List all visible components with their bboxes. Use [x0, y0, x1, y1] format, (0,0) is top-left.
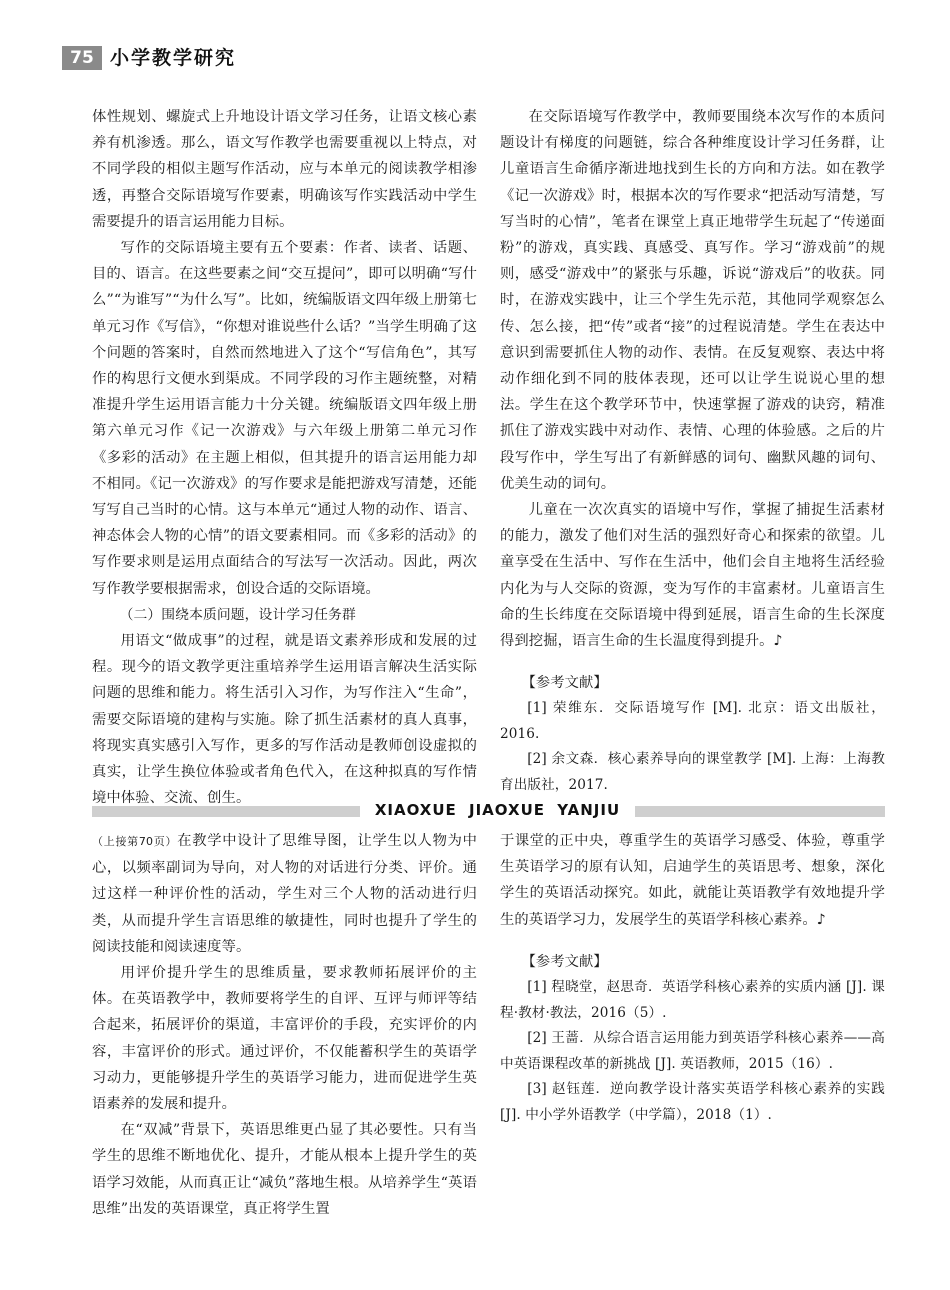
section-divider	[92, 803, 885, 819]
spacer	[500, 933, 885, 949]
spacer	[500, 654, 885, 670]
references-heading: 【参考文献】	[521, 953, 608, 970]
reference-item: [1] 荣维东．交际语境写作 [M]. 北京：语文出版社，2016.	[500, 700, 885, 742]
top-left-column	[92, 104, 477, 811]
paragraph	[92, 828, 477, 960]
section-subheading: （二）围绕本质问题，设计学习任务群	[119, 606, 356, 623]
page-number: 75	[62, 46, 102, 70]
music-note-icon: ♪	[816, 911, 826, 928]
bottom-left-column	[92, 828, 477, 1222]
reference-item: [1] 程晓堂，赵思奇．英语学科核心素养的实质内涵 [J]. 课程·教材·教法，2016（5）.	[500, 979, 885, 1021]
reference-item: [2] 余文森．核心素养导向的课堂教学 [M]. 上海：上海教育出版社，2017.	[500, 751, 885, 793]
divider-bar-right	[635, 806, 885, 817]
paragraph: 用评价提升学生的思维质量，要求教师拓展评价的主体。在英语教学中，教师要将学生的自评、互评与师评等结合起来，拓展评价的渠道，丰富评价的手段，充实评价的内容，丰富评价的形式。通过评价，不仅能蓄积学生的英语学习动力，更能够提升学生的英语学习能力，进而促进学生英语素养的发展和提升。	[92, 965, 477, 1113]
paragraph	[500, 828, 885, 933]
divider-label: XIAOXUE JIAOXUE YANJIU	[374, 801, 621, 819]
reference-item: [2] 王蔷．从综合语言运用能力到英语学科核心素养——高中英语课程改革的新挑战 [J]. 英语教师，2015（16）.	[500, 1030, 885, 1072]
paragraph: 用语文“做成事”的过程，就是语文素养形成和发展的过程。现今的语文教学更注重培养学生运用语言解决生活实际问题的思维和能力。将生活引入习作，为写作注入“生命”，需要交际语境的建构与实施。除了抓生活素材的真人真事，将现实真实感引入写作，更多的写作活动是教师创设虚拟的真实，让学生换位体验或者角色代入，在这种拟真的写作情境中体验、交流、创生。	[92, 633, 477, 807]
paragraph: 在交际语境写作教学中，教师要围绕本次写作的本质问题设计有梯度的问题链，综合各种维度设计学习任务群，让儿童语言生命循序渐进地找到生长的方向和方法。如在教学《记一次游戏》时，根据本次的写作要求“把活动写清楚，写写当时的心情”，笔者在课堂上真正地带学生玩起了“传递面粉”的游戏，真实践、真感受、真写作。学习“游戏前”的规则，感受“游戏中”的紧张与乐趣，诉说“游戏后”的收获。同时，在游戏实践中，让三个学生先示范，其他同学观察怎么传、怎么接，把“传”或者“接”的过程说清楚。学生在表达中意识到需要抓住人物的动作、表情。在反复观察、表达中将动作细化到不同的肢体表现，还可以让学生说说心里的想法。学生在这个教学环节中，快速掌握了游戏的诀窍，精准抓住了游戏实践中对动作、表情、心理的体验感。之后的片段写作中，学生写出了有新鲜感的词句、幽默风趣的词句、优美生动的词句。	[500, 109, 885, 492]
paragraph-text: 于课堂的正中央，尊重学生的英语学习感受、体验，尊重学生英语学习的原有认知，启迪学生的英语思考、想象，深化学生的英语活动探究。如此，就能让英语教学有效地提升学生的英语学习力，发展学生的英语学科核心素养。	[500, 833, 885, 928]
divider-bar-left	[92, 806, 360, 817]
paragraph: 体性规划、螺旋式上升地设计语文学习任务，让语文核心素养有机渗透。那么，语文写作教学也需要重视以上特点，对不同学段的相似主题写作活动，应与本单元的阅读教学相渗透，再整合交际语境写作要素，明确该写作实践活动中学生需要提升的语言运用能力目标。	[92, 109, 477, 230]
paragraph-text: 儿童在一次次真实的语境中写作，掌握了捕捉生活素材的能力，激发了他们对生活的强烈好奇心和探索的欲望。儿童享受在生活中、写作在生活中，他们会自主地将生活经验内化为与人交际的资源，变为写作的丰富素材。儿童语言生命的生长纬度在交际语境中得到延展，语言生命的生长深度得到挖掘，语言生命的生长温度得到提升。	[500, 502, 885, 650]
paragraph: 写作的交际语境主要有五个要素：作者、读者、话题、目的、语言。在这些要素之间“交互提问”，即可以明确“写什么”“为谁写”“为什么写”。比如，统编版语文四年级上册第七单元习作《写信》，“你想对谁说些什么话？”当学生明确了这个问题的答案时，自然而然地进入了这个“写信角色”，其写作的构思行文便水到渠成。不同学段的习作主题统整，对精准提升学生运用语言能力十分关键。统编版语文四年级上册第六单元习作《记一次游戏》与六年级上册第二单元习作《多彩的活动》在主题上相似，但其提升的语言运用能力却不相同。《记一次游戏》的写作要求是能把游戏写清楚，还能写写自己当时的心情。这与本单元“通过人物的动作、语言、神态体会人物的心情”的语文要素相同。而《多彩的活动》的写作要求则是运用点面结合的写法写一次活动。因此，两次写作教学要根据需求，创设合适的交际语境。	[92, 240, 477, 597]
continuation-note: （上接第70页）	[92, 835, 178, 848]
bottom-right-column	[500, 828, 885, 1128]
reference-item: [3] 赵钰莲．逆向教学设计落实英语学科核心素养的实践 [J]. 中小学外语教学（中学篇），2018（1）.	[500, 1081, 885, 1123]
paragraph-text: 在教学中设计了思维导图，让学生以人物为中心，以频率副词为导向，对人物的对话进行分类、评价。通过这样一种评价性的活动，学生对三个人物的活动进行归类，从而提升学生言语思维的敏捷性，同时也提升了学生的阅读技能和阅读速度等。	[92, 833, 478, 955]
page-header	[62, 44, 892, 74]
paragraph	[500, 497, 885, 654]
paragraph: 在“双减”背景下，英语思维更凸显了其必要性。只有当学生的思维不断地优化、提升，才能从根本上提升学生的英语学习效能，从而真正让“减负”落地生根。从培养学生“英语思维”出发的英语课堂，真正将学生置	[92, 1122, 477, 1217]
journal-title: 小学教学研究	[110, 47, 237, 69]
top-right-column	[500, 104, 885, 798]
music-note-icon: ♪	[773, 633, 783, 650]
references-heading: 【参考文献】	[521, 675, 608, 692]
